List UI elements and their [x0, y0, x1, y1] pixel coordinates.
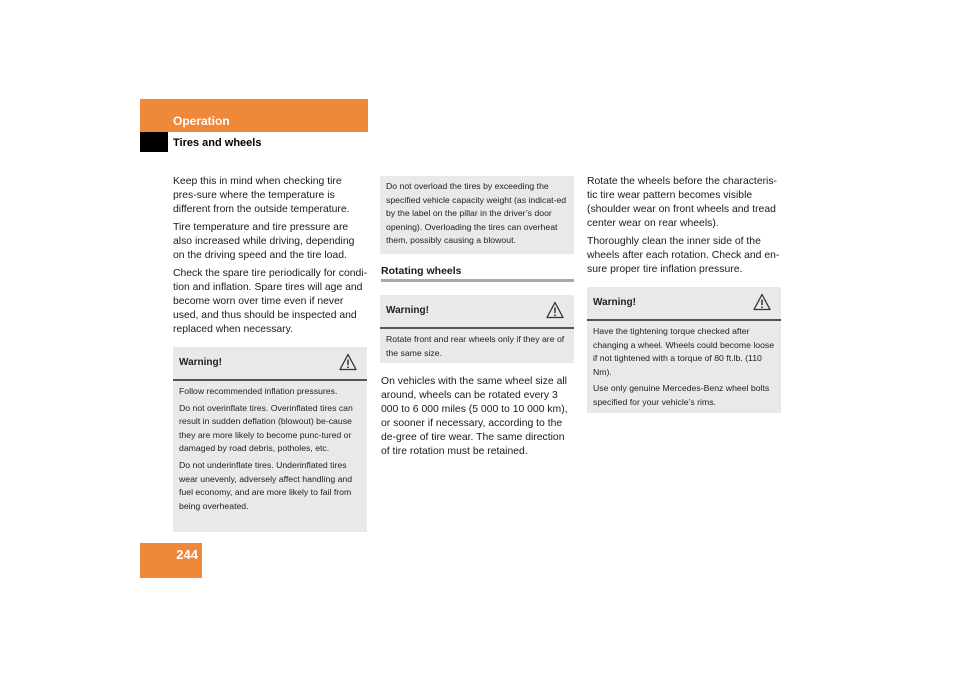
section-heading-rotating-wheels: Rotating wheels [381, 265, 574, 282]
warning-text: Do not overinflate tires. Overinflated tires can result in sudden deflation (blowout) be-cause they are more likely to become punc-tured or damaged by road debris, potholes, etc. [179, 402, 353, 454]
column-2-text [381, 375, 576, 459]
column-1 [173, 175, 368, 337]
warning-header [380, 295, 574, 329]
warning-text: Do not underinflate tires. Underinflated tires wear unevenly, adversely affect handling and fuel economy, and are more likely to fail from being overheated. [179, 459, 353, 511]
page-number-box [140, 543, 202, 578]
warning-label: Warning! [593, 297, 636, 308]
header-marker [140, 132, 168, 152]
warning-text: Follow recommended inflation pressures. [179, 386, 338, 396]
note-box-overload [380, 176, 574, 254]
warning-body [380, 329, 574, 369]
paragraph: Tire temperature and tire pressure are also increased while driving, depending on the driving speed and the tire load. [173, 222, 355, 261]
warning-header [587, 287, 781, 321]
warning-body [587, 321, 781, 419]
warning-triangle-icon [339, 353, 357, 371]
warning-box-rotation [380, 295, 574, 363]
warning-text: Use only genuine Mercedes-Benz wheel bolts specified for your vehicle’s rims. [593, 383, 770, 407]
warning-text: Have the tightening torque checked after changing a wheel. Wheels could become loose if not tightened with a torque of 80 ft.lb. (110 Nm). [593, 326, 775, 377]
warning-body [173, 381, 367, 522]
warning-triangle-icon [546, 301, 564, 319]
warning-label: Warning! [386, 305, 429, 316]
paragraph: Keep this in mind when checking tire pres-sure where the temperature is different from the outside temperature. [173, 176, 350, 215]
warning-label: Warning! [179, 357, 222, 368]
paragraph: Rotate the wheels before the characteris-tic tire wear pattern becomes visible (shoulder wear on front wheels and tread center wear on rear wheels). [587, 176, 778, 229]
paragraph: Thoroughly clean the inner side of the wheels after each rotation. Check and en-sure proper tire inflation pressure. [587, 236, 780, 275]
note-text: Do not overload the tires by exceeding the specified vehicle capacity weight (as indicat-ed by the label on the pillar in the driver’s door opening). Overloading the tires can overheat them, possibly causing a blowout. [386, 181, 567, 246]
warning-box-torque [587, 287, 781, 413]
section-title: Operation [173, 114, 230, 128]
warning-triangle-icon [753, 293, 771, 311]
column-3 [587, 175, 782, 277]
subsection-title: Tires and wheels [173, 137, 262, 149]
paragraph: On vehicles with the same wheel size all around, wheels can be rotated every 3 000 to 6 000 miles (5 000 to 10 000 km), or sooner if necessary, according to the de-gree of tire wear. The same direction of tire rotation must be retained. [381, 376, 568, 457]
warning-box-inflation [173, 347, 367, 532]
paragraph: Check the spare tire periodically for condi-tion and inflation. Spare tires will age and become worn over time even if never used, and thus should be inspected and replaced when necessary. [173, 268, 368, 335]
warning-text: Rotate front and rear wheels only if they are of the same size. [386, 334, 565, 358]
warning-header [173, 347, 367, 381]
page-number: 244 [176, 547, 198, 562]
